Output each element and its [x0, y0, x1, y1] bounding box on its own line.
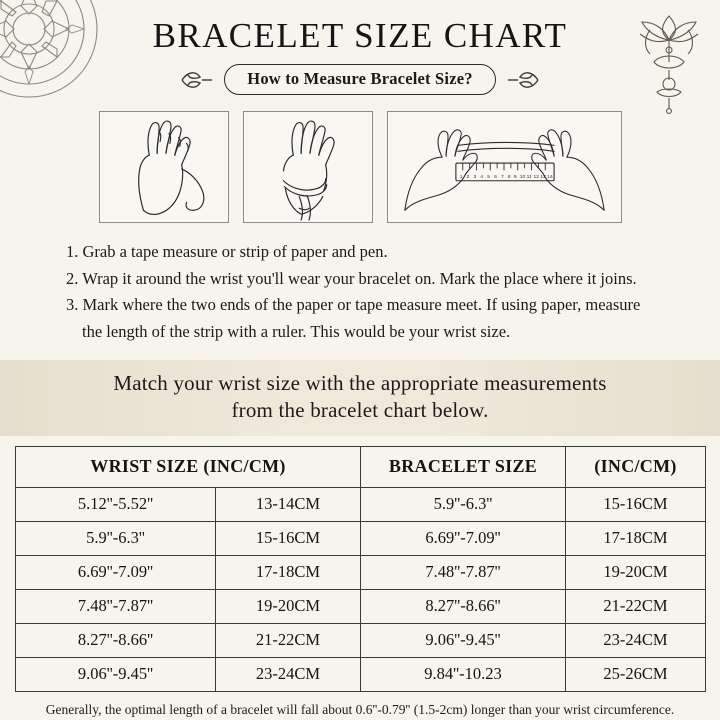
svg-text:5: 5 [486, 174, 490, 180]
list-item: 2. Wrap it around the wrist you'll wear your bracelet on. Mark the place where it joins. [66, 268, 637, 288]
list-item: 3. Mark where the two ends of the paper or tape measure meet. If using paper, measure the length of the strip with a ruler. This would be your wrist size. [66, 295, 641, 342]
bracelet-cm-cell: 21-22CM [566, 589, 706, 623]
flourish-right-icon [506, 69, 540, 91]
svg-text:6: 6 [493, 174, 497, 180]
wrist-inches-cell: 6.69''-7.09'' [16, 555, 216, 589]
measuring-paper-strip-with-ruler-illustration [387, 111, 622, 223]
svg-text:9: 9 [513, 174, 517, 180]
illustration-row [0, 111, 720, 223]
svg-text:2: 2 [466, 174, 469, 180]
bracelet-cm-cell: 25-26CM [566, 657, 706, 691]
svg-text:12: 12 [532, 174, 539, 180]
svg-text:3: 3 [473, 174, 476, 180]
match-banner [0, 360, 720, 436]
bracelet-inches-cell: 7.48''-7.87'' [361, 555, 566, 589]
wrist-inches-cell: 8.27''-8.66'' [16, 623, 216, 657]
subtitle-pill: How to Measure Bracelet Size? [224, 64, 495, 95]
svg-text:13: 13 [539, 174, 546, 180]
wrist-inches-cell: 5.12''-5.52'' [16, 487, 216, 521]
svg-text:4: 4 [479, 174, 483, 180]
table-row [16, 487, 706, 521]
bracelet-cm-cell: 17-18CM [566, 521, 706, 555]
wrist-wrapped-with-paper-strip-illustration [243, 111, 373, 223]
bracelet-inches-cell: 9.84''-10.23 [361, 657, 566, 691]
bracelet-cm-cell: 23-24CM [566, 623, 706, 657]
svg-text:14: 14 [546, 174, 553, 180]
table-row [16, 657, 706, 691]
wrist-cm-cell: 23-24CM [216, 657, 361, 691]
wrist-size-header: WRIST SIZE (INC/CM) [16, 446, 361, 487]
wrist-inches-cell: 5.9''-6.3'' [16, 521, 216, 555]
page-title: BRACELET SIZE CHART [152, 16, 568, 55]
subtitle-row [0, 64, 720, 95]
match-banner-line-2: from the bracelet chart below. [231, 397, 489, 422]
bracelet-size-header: BRACELET SIZE [361, 446, 566, 487]
svg-text:10: 10 [519, 174, 525, 180]
instruction-steps [26, 239, 694, 346]
svg-text:8: 8 [507, 174, 511, 180]
bracelet-inches-cell: 5.9''-6.3'' [361, 487, 566, 521]
svg-text:7: 7 [500, 174, 504, 180]
table-row [16, 589, 706, 623]
bracelet-size-unit-header: (INC/CM) [566, 446, 706, 487]
size-table [15, 446, 706, 692]
table-row [16, 623, 706, 657]
table-row [16, 521, 706, 555]
bracelet-inches-cell: 6.69''-7.09'' [361, 521, 566, 555]
bracelet-inches-cell: 8.27''-8.66'' [361, 589, 566, 623]
wrist-cm-cell: 21-22CM [216, 623, 361, 657]
wrist-cm-cell: 17-18CM [216, 555, 361, 589]
svg-text:1: 1 [459, 174, 463, 180]
bracelet-cm-cell: 15-16CM [566, 487, 706, 521]
bracelet-cm-cell: 19-20CM [566, 555, 706, 589]
hand-with-tape-measure-illustration [99, 111, 229, 223]
table-header-row [16, 446, 706, 487]
footnote: Generally, the optimal length of a bracelet will fall about 0.6''-0.79'' (1.5-2cm) longer than your wrist circumference. [45, 701, 675, 717]
flourish-left-icon [180, 69, 214, 91]
wrist-inches-cell: 9.06''-9.45'' [16, 657, 216, 691]
wrist-cm-cell: 15-16CM [216, 521, 361, 555]
match-banner-line-1: Match your wrist size with the appropriate measurements [113, 370, 607, 395]
list-item: 1. Grab a tape measure or strip of paper and pen. [66, 242, 388, 261]
svg-text:11: 11 [526, 174, 532, 180]
wrist-cm-cell: 13-14CM [216, 487, 361, 521]
wrist-inches-cell: 7.48''-7.87'' [16, 589, 216, 623]
bracelet-inches-cell: 9.06''-9.45'' [361, 623, 566, 657]
table-row [16, 555, 706, 589]
wrist-cm-cell: 19-20CM [216, 589, 361, 623]
